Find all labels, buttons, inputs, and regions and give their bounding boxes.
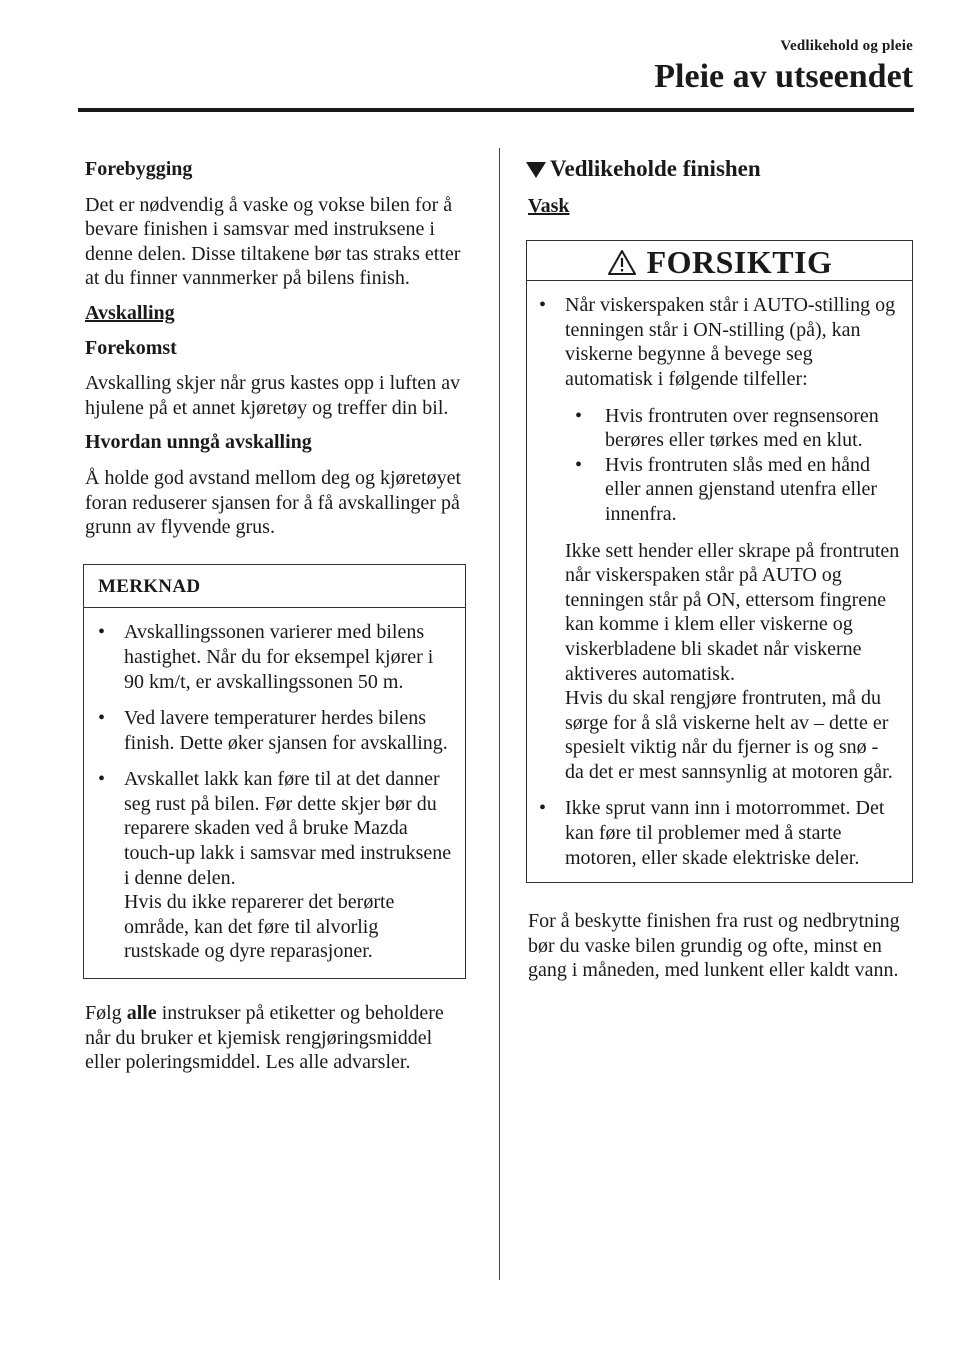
heading-avskalling: Avskalling: [85, 301, 175, 324]
bullet-marker: •: [98, 768, 106, 791]
caution-body: [527, 281, 912, 882]
heading-forebygging: Forebygging: [85, 158, 193, 180]
note-bullet-text-b: Hvis du ikke reparerer det berørte område, kan det føre til alvorlig rustskade og dyre reparasjoner.: [124, 891, 395, 963]
caution-heading: [527, 241, 912, 281]
caution-bullet-text: Når viskerspaken står i AUTO-stilling og tenningen står i ON-stilling (på), kan viskerne begynne å bevege seg automatisk i følgende tilfeller:: [565, 294, 896, 390]
right-column: [528, 157, 913, 993]
note-box: [83, 564, 466, 979]
caution-bullet: [537, 796, 900, 870]
caution-sub-bullet: [565, 453, 900, 527]
caution-heading-text: FORSIKTIG: [646, 244, 833, 281]
caution-sub-bullet: [565, 404, 900, 453]
bullet-marker: •: [539, 294, 547, 317]
caution-sub-text: Hvis frontruten over regnsensoren berøres eller tørkes med en klut.: [605, 404, 879, 452]
heading-forekomst: Forekomst: [85, 336, 177, 359]
heading-hvordan: Hvordan unngå avskalling: [85, 431, 312, 454]
folg-bold: alle: [126, 1002, 157, 1025]
column-divider: [499, 148, 500, 1280]
section-title: [526, 157, 913, 182]
bullet-marker: •: [98, 707, 106, 730]
note-heading: MERKNAD: [84, 565, 465, 609]
chapter-label: Vedlikehold og pleie: [780, 38, 913, 54]
warning-icon: [607, 249, 637, 276]
note-bullet: [96, 706, 453, 755]
paragraph-folg: [85, 1001, 470, 1075]
note-bullet-text: Ved lavere temperaturer herdes bilens finish. Dette øker sjansen for avskalling.: [124, 707, 448, 754]
heading-vask: Vask: [528, 194, 570, 217]
caution-box: [526, 240, 913, 883]
header-rule: [78, 108, 914, 112]
page-title: Pleie av utseendet: [654, 58, 913, 95]
paragraph-forekomst: Avskalling skjer når grus kastes opp i luften av hjulene på et annet kjøretøy og treffer din bil.: [85, 372, 461, 419]
note-bullet: [96, 767, 453, 964]
bullet-marker: •: [539, 797, 547, 820]
caution-bullet: [537, 293, 900, 784]
paragraph-forebygging: Det er nødvendig å vaske og vokse bilen for å bevare finishen i samsvar med instruksene i denne delen. Disse tiltakene bør tas straks etter at du finner vannmerker på bilens finish.: [85, 193, 461, 290]
paragraph-hvordan: Å holde god avstand mellom deg og kjøretøyet foran reduserer sjansen for å få avskallinger på grunn av flyvende grus.: [85, 466, 462, 539]
left-column: [85, 157, 470, 1085]
bullet-marker: •: [98, 621, 106, 644]
note-bullet-text: [124, 767, 453, 964]
section-title-text: Vedlikeholde finishen: [550, 156, 761, 181]
caution-paragraph: Ikke sett hender eller skrape på frontruten når viskerspaken står på AUTO og tenningen står på ON, ettersom fingrene kan komme i klem eller viskerne og viskerbladene bli skadet når viskerne aktiveres automatisk.: [565, 539, 900, 685]
note-body: [84, 608, 465, 978]
note-bullet-text: Avskallingssonen varierer med bilens hastighet. Når du for eksempel kjører i 90 km/t, er avskallingssonen 50 m.: [124, 621, 434, 693]
caution-bullet-content: [565, 293, 900, 784]
caution-bullet-text: Ikke sprut vann inn i motorrommet. Det kan føre til problemer med å starte motoren, eller skade elektriske deler.: [565, 797, 885, 869]
sub-bullet-marker: •: [575, 404, 583, 427]
note-bullet: [96, 620, 453, 694]
sub-bullet-marker: •: [575, 453, 583, 476]
note-bullet-text-a: Avskallet lakk kan føre til at det danner seg rust på bilen. Før dette skjer bør du reparere skaden ved å bruke Mazda touch-up lakk i samsvar med instruksene i denne delen.: [124, 768, 452, 889]
folg-pre: Følg: [85, 1002, 127, 1025]
caution-sub-text: Hvis frontruten slås med en hånd eller annen gjenstand utenfra eller innenfra.: [605, 453, 878, 525]
caution-paragraph: Hvis du skal rengjøre frontruten, må du sørge for å slå viskerne helt av – dette er spesielt viktig når du fjerner is og snø - da det er mest sannsynlig at motoren går.: [565, 687, 893, 783]
section-triangle-icon: [526, 162, 546, 178]
folg-post: instrukser på etiketter og beholdere når du bruker et kjemisk rengjøringsmiddel eller poleringsmiddel. Les alle advarsler.: [85, 1002, 444, 1074]
paragraph-beskytte: For å beskytte finishen fra rust og nedbrytning bør du vaske bilen grundig og ofte, minst en gang i måneden, med lunkent eller kaldt vann.: [528, 910, 900, 982]
